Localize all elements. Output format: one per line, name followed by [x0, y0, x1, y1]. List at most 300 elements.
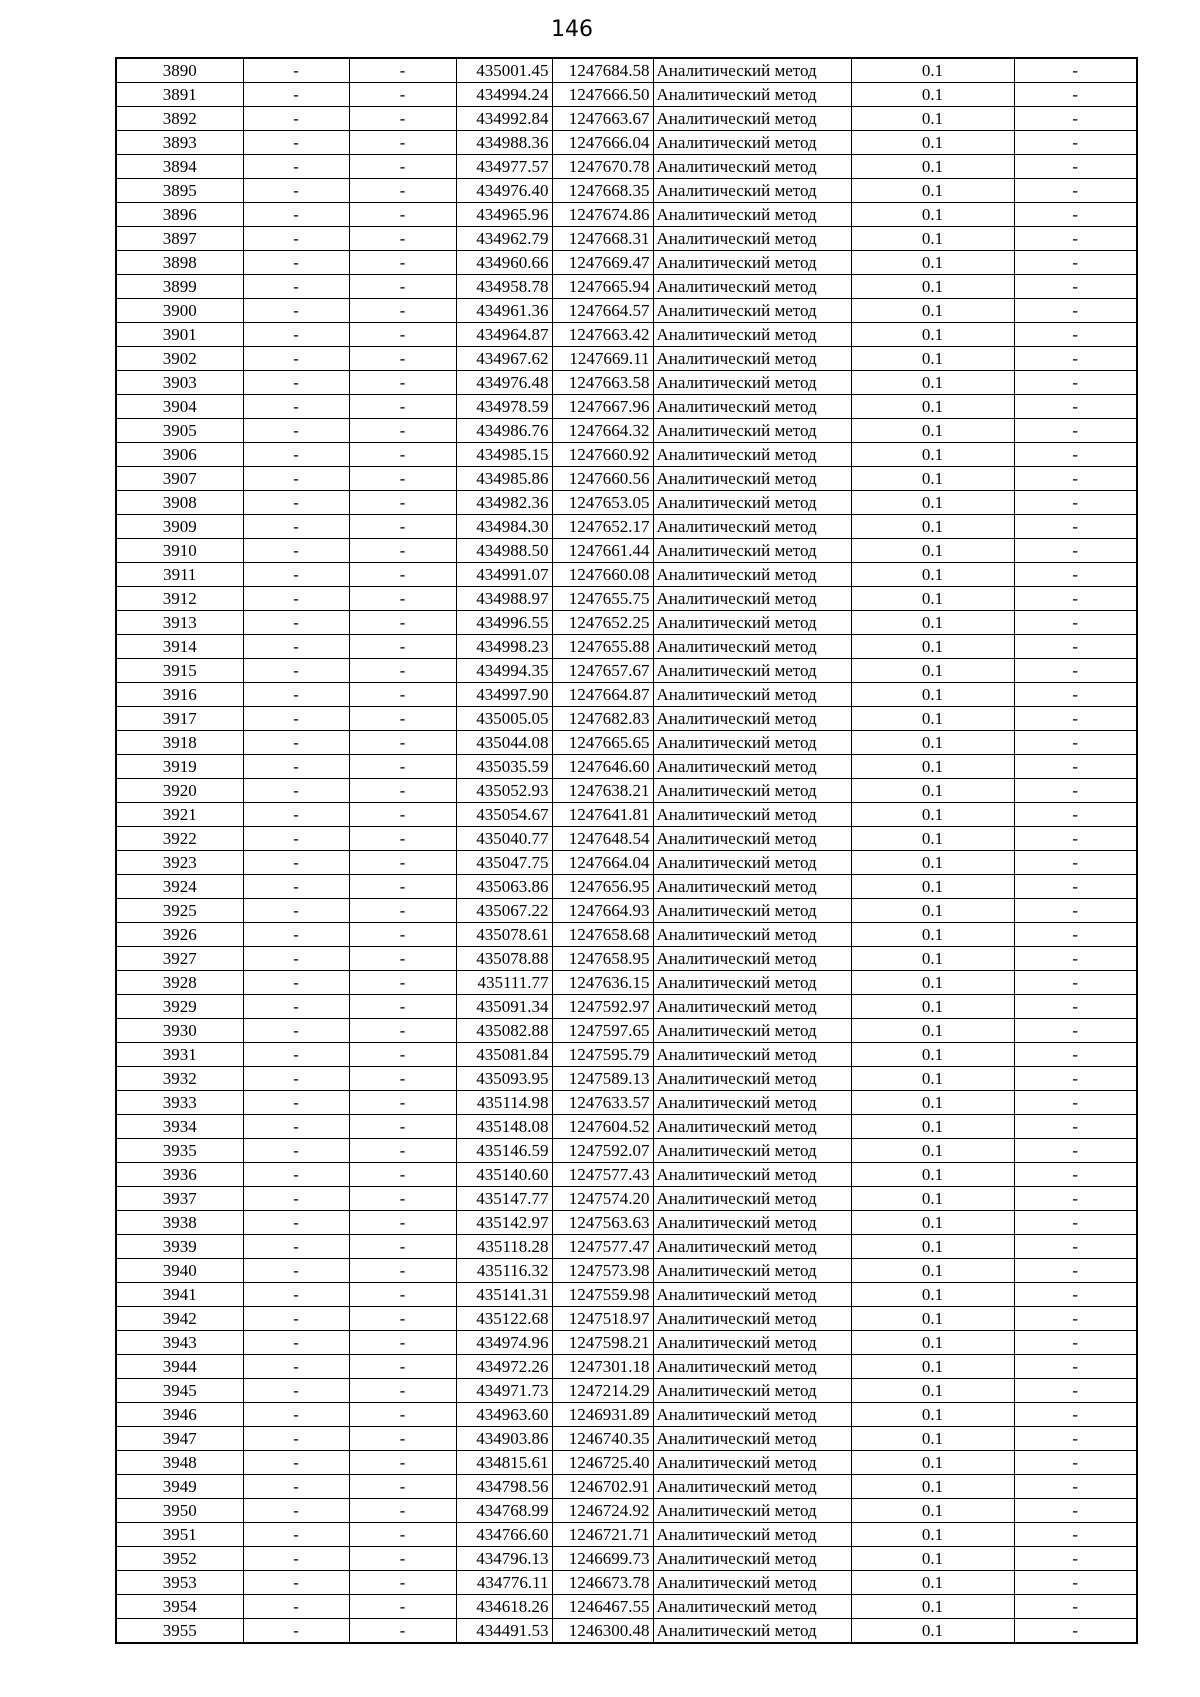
cell-point-number: 3898 — [116, 251, 243, 275]
cell-accuracy: 0.1 — [851, 1283, 1014, 1307]
cell-dash: - — [349, 731, 456, 755]
cell-x-coordinate: 434965.96 — [456, 203, 552, 227]
cell-y-coordinate: 1247598.21 — [552, 1331, 653, 1355]
cell-method: Аналитический метод — [653, 611, 851, 635]
cell-method: Аналитический метод — [653, 83, 851, 107]
table-row — [116, 227, 1137, 251]
cell-method: Аналитический метод — [653, 1547, 851, 1571]
cell-accuracy: 0.1 — [851, 1139, 1014, 1163]
cell-method: Аналитический метод — [653, 491, 851, 515]
cell-accuracy: 0.1 — [851, 1331, 1014, 1355]
cell-x-coordinate: 435001.45 — [456, 58, 552, 83]
cell-point-number: 3943 — [116, 1331, 243, 1355]
cell-method: Аналитический метод — [653, 731, 851, 755]
cell-dash: - — [349, 1115, 456, 1139]
cell-accuracy: 0.1 — [851, 1475, 1014, 1499]
cell-point-number: 3906 — [116, 443, 243, 467]
cell-point-number: 3894 — [116, 155, 243, 179]
cell-point-number: 3919 — [116, 755, 243, 779]
cell-method: Аналитический метод — [653, 1523, 851, 1547]
cell-note: - — [1014, 251, 1137, 275]
cell-dash: - — [349, 131, 456, 155]
cell-y-coordinate: 1247604.52 — [552, 1115, 653, 1139]
cell-accuracy: 0.1 — [851, 875, 1014, 899]
cell-dash: - — [243, 1331, 349, 1355]
cell-point-number: 3921 — [116, 803, 243, 827]
table-row — [116, 395, 1137, 419]
cell-x-coordinate: 434994.24 — [456, 83, 552, 107]
cell-y-coordinate: 1247573.98 — [552, 1259, 653, 1283]
cell-point-number: 3947 — [116, 1427, 243, 1451]
cell-accuracy: 0.1 — [851, 131, 1014, 155]
cell-dash: - — [349, 251, 456, 275]
table-row — [116, 1187, 1137, 1211]
cell-dash: - — [243, 1259, 349, 1283]
cell-note: - — [1014, 83, 1137, 107]
cell-method: Аналитический метод — [653, 323, 851, 347]
cell-note: - — [1014, 1235, 1137, 1259]
cell-x-coordinate: 435111.77 — [456, 971, 552, 995]
cell-note: - — [1014, 851, 1137, 875]
cell-dash: - — [349, 371, 456, 395]
cell-note: - — [1014, 611, 1137, 635]
cell-accuracy: 0.1 — [851, 1595, 1014, 1619]
cell-dash: - — [349, 1019, 456, 1043]
cell-note: - — [1014, 227, 1137, 251]
cell-y-coordinate: 1247664.57 — [552, 299, 653, 323]
cell-note: - — [1014, 299, 1137, 323]
cell-point-number: 3949 — [116, 1475, 243, 1499]
cell-method: Аналитический метод — [653, 995, 851, 1019]
cell-y-coordinate: 1247589.13 — [552, 1067, 653, 1091]
cell-dash: - — [243, 1091, 349, 1115]
cell-accuracy: 0.1 — [851, 683, 1014, 707]
cell-accuracy: 0.1 — [851, 1547, 1014, 1571]
cell-accuracy: 0.1 — [851, 731, 1014, 755]
cell-accuracy: 0.1 — [851, 1115, 1014, 1139]
cell-point-number: 3910 — [116, 539, 243, 563]
cell-y-coordinate: 1247657.67 — [552, 659, 653, 683]
cell-dash: - — [349, 923, 456, 947]
cell-x-coordinate: 434984.30 — [456, 515, 552, 539]
cell-note: - — [1014, 1139, 1137, 1163]
cell-note: - — [1014, 1379, 1137, 1403]
cell-x-coordinate: 435148.08 — [456, 1115, 552, 1139]
cell-method: Аналитический метод — [653, 1595, 851, 1619]
cell-point-number: 3941 — [116, 1283, 243, 1307]
cell-x-coordinate: 434998.23 — [456, 635, 552, 659]
cell-x-coordinate: 435047.75 — [456, 851, 552, 875]
cell-point-number: 3944 — [116, 1355, 243, 1379]
table-row — [116, 467, 1137, 491]
cell-point-number: 3955 — [116, 1619, 243, 1644]
cell-point-number: 3917 — [116, 707, 243, 731]
cell-method: Аналитический метод — [653, 515, 851, 539]
cell-x-coordinate: 435093.95 — [456, 1067, 552, 1091]
cell-y-coordinate: 1247518.97 — [552, 1307, 653, 1331]
cell-note: - — [1014, 443, 1137, 467]
cell-note: - — [1014, 995, 1137, 1019]
cell-y-coordinate: 1247664.93 — [552, 899, 653, 923]
cell-y-coordinate: 1247653.05 — [552, 491, 653, 515]
cell-dash: - — [243, 1235, 349, 1259]
cell-note: - — [1014, 1547, 1137, 1571]
cell-x-coordinate: 434491.53 — [456, 1619, 552, 1644]
table-row — [116, 203, 1137, 227]
cell-dash: - — [243, 659, 349, 683]
cell-dash: - — [349, 1499, 456, 1523]
cell-dash: - — [243, 947, 349, 971]
cell-note: - — [1014, 1091, 1137, 1115]
cell-method: Аналитический метод — [653, 1403, 851, 1427]
table-row — [116, 899, 1137, 923]
cell-point-number: 3915 — [116, 659, 243, 683]
cell-dash: - — [349, 419, 456, 443]
cell-dash: - — [349, 803, 456, 827]
cell-note: - — [1014, 539, 1137, 563]
cell-method: Аналитический метод — [653, 1499, 851, 1523]
cell-dash: - — [243, 635, 349, 659]
table-row — [116, 1019, 1137, 1043]
table-row — [116, 251, 1137, 275]
cell-method: Аналитический метод — [653, 251, 851, 275]
cell-dash: - — [243, 1595, 349, 1619]
cell-method: Аналитический метод — [653, 299, 851, 323]
cell-x-coordinate: 435122.68 — [456, 1307, 552, 1331]
cell-dash: - — [243, 299, 349, 323]
table-row — [116, 971, 1137, 995]
cell-accuracy: 0.1 — [851, 275, 1014, 299]
cell-dash: - — [243, 347, 349, 371]
cell-y-coordinate: 1247666.50 — [552, 83, 653, 107]
cell-note: - — [1014, 419, 1137, 443]
cell-dash: - — [349, 1619, 456, 1644]
table-row — [116, 1619, 1137, 1644]
cell-point-number: 3908 — [116, 491, 243, 515]
cell-x-coordinate: 434988.36 — [456, 131, 552, 155]
cell-dash: - — [243, 1547, 349, 1571]
cell-dash: - — [243, 371, 349, 395]
cell-note: - — [1014, 275, 1137, 299]
cell-method: Аналитический метод — [653, 1283, 851, 1307]
cell-note: - — [1014, 971, 1137, 995]
cell-dash: - — [349, 491, 456, 515]
cell-point-number: 3933 — [116, 1091, 243, 1115]
cell-method: Аналитический метод — [653, 1331, 851, 1355]
cell-accuracy: 0.1 — [851, 155, 1014, 179]
cell-method: Аналитический метод — [653, 107, 851, 131]
cell-note: - — [1014, 1595, 1137, 1619]
cell-x-coordinate: 435081.84 — [456, 1043, 552, 1067]
cell-y-coordinate: 1247668.31 — [552, 227, 653, 251]
cell-x-coordinate: 435035.59 — [456, 755, 552, 779]
cell-y-coordinate: 1247658.95 — [552, 947, 653, 971]
cell-x-coordinate: 434982.36 — [456, 491, 552, 515]
cell-y-coordinate: 1246931.89 — [552, 1403, 653, 1427]
cell-method: Аналитический метод — [653, 539, 851, 563]
cell-dash: - — [349, 58, 456, 83]
cell-accuracy: 0.1 — [851, 467, 1014, 491]
cell-point-number: 3920 — [116, 779, 243, 803]
cell-note: - — [1014, 395, 1137, 419]
table-row — [116, 1523, 1137, 1547]
cell-note: - — [1014, 779, 1137, 803]
cell-x-coordinate: 434963.60 — [456, 1403, 552, 1427]
cell-method: Аналитический метод — [653, 371, 851, 395]
cell-dash: - — [349, 539, 456, 563]
cell-accuracy: 0.1 — [851, 755, 1014, 779]
cell-y-coordinate: 1247660.08 — [552, 563, 653, 587]
cell-note: - — [1014, 1403, 1137, 1427]
cell-y-coordinate: 1247648.54 — [552, 827, 653, 851]
cell-dash: - — [349, 1547, 456, 1571]
cell-method: Аналитический метод — [653, 947, 851, 971]
cell-note: - — [1014, 563, 1137, 587]
cell-point-number: 3936 — [116, 1163, 243, 1187]
cell-accuracy: 0.1 — [851, 779, 1014, 803]
cell-x-coordinate: 435044.08 — [456, 731, 552, 755]
cell-point-number: 3905 — [116, 419, 243, 443]
cell-dash: - — [349, 203, 456, 227]
cell-note: - — [1014, 659, 1137, 683]
cell-x-coordinate: 435040.77 — [456, 827, 552, 851]
cell-note: - — [1014, 1187, 1137, 1211]
cell-accuracy: 0.1 — [851, 323, 1014, 347]
cell-point-number: 3923 — [116, 851, 243, 875]
cell-note: - — [1014, 107, 1137, 131]
cell-point-number: 3903 — [116, 371, 243, 395]
cell-method: Аналитический метод — [653, 203, 851, 227]
table-row — [116, 515, 1137, 539]
cell-accuracy: 0.1 — [851, 299, 1014, 323]
cell-method: Аналитический метод — [653, 347, 851, 371]
cell-point-number: 3899 — [116, 275, 243, 299]
cell-point-number: 3934 — [116, 1115, 243, 1139]
cell-method: Аналитический метод — [653, 227, 851, 251]
cell-x-coordinate: 434971.73 — [456, 1379, 552, 1403]
cell-y-coordinate: 1247663.67 — [552, 107, 653, 131]
cell-note: - — [1014, 203, 1137, 227]
cell-dash: - — [349, 611, 456, 635]
table-row — [116, 683, 1137, 707]
cell-dash: - — [243, 443, 349, 467]
cell-dash: - — [349, 179, 456, 203]
table-row — [116, 611, 1137, 635]
cell-y-coordinate: 1246467.55 — [552, 1595, 653, 1619]
cell-y-coordinate: 1247592.97 — [552, 995, 653, 1019]
cell-x-coordinate: 434960.66 — [456, 251, 552, 275]
cell-x-coordinate: 434988.97 — [456, 587, 552, 611]
cell-y-coordinate: 1247664.32 — [552, 419, 653, 443]
cell-accuracy: 0.1 — [851, 179, 1014, 203]
cell-x-coordinate: 434961.36 — [456, 299, 552, 323]
table-row — [116, 827, 1137, 851]
cell-y-coordinate: 1247668.35 — [552, 179, 653, 203]
cell-x-coordinate: 435052.93 — [456, 779, 552, 803]
cell-x-coordinate: 434972.26 — [456, 1355, 552, 1379]
cell-point-number: 3954 — [116, 1595, 243, 1619]
table-row — [116, 131, 1137, 155]
cell-method: Аналитический метод — [653, 1139, 851, 1163]
cell-dash: - — [243, 1139, 349, 1163]
cell-dash: - — [243, 1067, 349, 1091]
cell-dash: - — [349, 1331, 456, 1355]
cell-dash: - — [349, 275, 456, 299]
cell-method: Аналитический метод — [653, 1091, 851, 1115]
cell-dash: - — [349, 635, 456, 659]
cell-method: Аналитический метод — [653, 1571, 851, 1595]
table-row — [116, 923, 1137, 947]
cell-dash: - — [243, 131, 349, 155]
cell-accuracy: 0.1 — [851, 659, 1014, 683]
coordinates-table — [115, 57, 1138, 1644]
table-row — [116, 323, 1137, 347]
cell-x-coordinate: 435146.59 — [456, 1139, 552, 1163]
cell-dash: - — [349, 155, 456, 179]
cell-x-coordinate: 434992.84 — [456, 107, 552, 131]
cell-y-coordinate: 1247661.44 — [552, 539, 653, 563]
cell-dash: - — [349, 1283, 456, 1307]
cell-dash: - — [349, 1595, 456, 1619]
cell-dash: - — [349, 323, 456, 347]
cell-dash: - — [243, 83, 349, 107]
cell-method: Аналитический метод — [653, 467, 851, 491]
cell-note: - — [1014, 515, 1137, 539]
cell-note: - — [1014, 131, 1137, 155]
table-row — [116, 1139, 1137, 1163]
table-row — [116, 1499, 1137, 1523]
cell-accuracy: 0.1 — [851, 539, 1014, 563]
cell-dash: - — [349, 1043, 456, 1067]
cell-accuracy: 0.1 — [851, 227, 1014, 251]
cell-accuracy: 0.1 — [851, 203, 1014, 227]
cell-accuracy: 0.1 — [851, 1451, 1014, 1475]
cell-note: - — [1014, 1163, 1137, 1187]
cell-point-number: 3924 — [116, 875, 243, 899]
cell-dash: - — [349, 587, 456, 611]
cell-method: Аналитический метод — [653, 1307, 851, 1331]
cell-x-coordinate: 434964.87 — [456, 323, 552, 347]
cell-dash: - — [349, 1451, 456, 1475]
cell-method: Аналитический метод — [653, 563, 851, 587]
cell-accuracy: 0.1 — [851, 827, 1014, 851]
cell-dash: - — [243, 179, 349, 203]
cell-method: Аналитический метод — [653, 1115, 851, 1139]
cell-method: Аналитический метод — [653, 1619, 851, 1644]
cell-dash: - — [349, 1067, 456, 1091]
table-row — [116, 1379, 1137, 1403]
cell-note: - — [1014, 155, 1137, 179]
cell-point-number: 3945 — [116, 1379, 243, 1403]
table-row — [116, 635, 1137, 659]
cell-note: - — [1014, 347, 1137, 371]
cell-dash: - — [243, 971, 349, 995]
cell-y-coordinate: 1247592.07 — [552, 1139, 653, 1163]
cell-accuracy: 0.1 — [851, 611, 1014, 635]
cell-note: - — [1014, 1067, 1137, 1091]
cell-accuracy: 0.1 — [851, 1355, 1014, 1379]
cell-y-coordinate: 1247563.63 — [552, 1211, 653, 1235]
cell-dash: - — [243, 323, 349, 347]
cell-accuracy: 0.1 — [851, 83, 1014, 107]
cell-method: Аналитический метод — [653, 155, 851, 179]
cell-accuracy: 0.1 — [851, 419, 1014, 443]
cell-dash: - — [243, 275, 349, 299]
cell-dash: - — [243, 227, 349, 251]
cell-note: - — [1014, 899, 1137, 923]
cell-y-coordinate: 1247660.56 — [552, 467, 653, 491]
cell-method: Аналитический метод — [653, 851, 851, 875]
cell-dash: - — [349, 107, 456, 131]
cell-accuracy: 0.1 — [851, 1571, 1014, 1595]
table-row — [116, 1475, 1137, 1499]
cell-method: Аналитический метод — [653, 803, 851, 827]
cell-x-coordinate: 434903.86 — [456, 1427, 552, 1451]
cell-dash: - — [349, 299, 456, 323]
cell-dash: - — [243, 731, 349, 755]
cell-dash: - — [243, 1355, 349, 1379]
cell-accuracy: 0.1 — [851, 1019, 1014, 1043]
cell-dash: - — [243, 58, 349, 83]
cell-point-number: 3948 — [116, 1451, 243, 1475]
cell-dash: - — [349, 443, 456, 467]
cell-accuracy: 0.1 — [851, 58, 1014, 83]
cell-y-coordinate: 1247214.29 — [552, 1379, 653, 1403]
cell-point-number: 3929 — [116, 995, 243, 1019]
cell-x-coordinate: 435142.97 — [456, 1211, 552, 1235]
cell-x-coordinate: 434967.62 — [456, 347, 552, 371]
cell-x-coordinate: 434986.76 — [456, 419, 552, 443]
cell-method: Аналитический метод — [653, 58, 851, 83]
cell-accuracy: 0.1 — [851, 1211, 1014, 1235]
cell-method: Аналитический метод — [653, 1211, 851, 1235]
cell-point-number: 3916 — [116, 683, 243, 707]
cell-point-number: 3946 — [116, 1403, 243, 1427]
cell-dash: - — [349, 1091, 456, 1115]
cell-y-coordinate: 1247633.57 — [552, 1091, 653, 1115]
cell-accuracy: 0.1 — [851, 1307, 1014, 1331]
cell-point-number: 3953 — [116, 1571, 243, 1595]
cell-dash: - — [243, 1427, 349, 1451]
cell-dash: - — [243, 1187, 349, 1211]
cell-accuracy: 0.1 — [851, 347, 1014, 371]
cell-method: Аналитический метод — [653, 1067, 851, 1091]
table-row — [116, 1307, 1137, 1331]
table-row — [116, 371, 1137, 395]
table-row — [116, 659, 1137, 683]
cell-point-number: 3890 — [116, 58, 243, 83]
cell-point-number: 3892 — [116, 107, 243, 131]
cell-note: - — [1014, 179, 1137, 203]
table-row — [116, 995, 1137, 1019]
cell-x-coordinate: 434978.59 — [456, 395, 552, 419]
cell-note: - — [1014, 707, 1137, 731]
cell-point-number: 3913 — [116, 611, 243, 635]
cell-y-coordinate: 1247574.20 — [552, 1187, 653, 1211]
cell-accuracy: 0.1 — [851, 923, 1014, 947]
cell-accuracy: 0.1 — [851, 587, 1014, 611]
cell-dash: - — [243, 1571, 349, 1595]
cell-method: Аналитический метод — [653, 707, 851, 731]
cell-dash: - — [349, 875, 456, 899]
cell-dash: - — [243, 419, 349, 443]
cell-dash: - — [349, 755, 456, 779]
table-row — [116, 1091, 1137, 1115]
cell-note: - — [1014, 803, 1137, 827]
cell-x-coordinate: 434776.11 — [456, 1571, 552, 1595]
cell-x-coordinate: 434798.56 — [456, 1475, 552, 1499]
cell-y-coordinate: 1247682.83 — [552, 707, 653, 731]
